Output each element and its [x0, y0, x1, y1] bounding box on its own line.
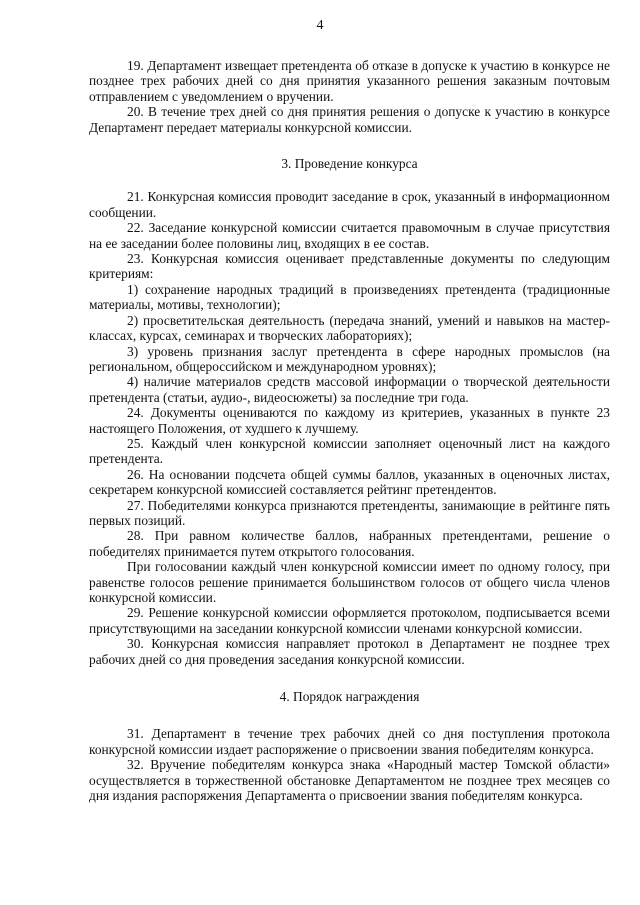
- paragraph-32: 32. Вручение победителям конкурса знака «Народный мастер Томской области» осуществляется в торжественной обстановке Департаментом не позднее трех месяцев со дня издания распоряжения Департамента о присвоении звания победителям конкурса.: [89, 757, 610, 804]
- criterion-4: 4) наличие материалов средств массовой информации о творческой деятельности претендента (статьи, аудио-, видеосюжеты) за последние три года.: [89, 374, 610, 405]
- page-number: 4: [316, 18, 324, 33]
- criterion-3: 3) уровень признания заслуг претендента в сфере народных промыслов (на региональном, общероссийском и международном уровнях);: [89, 343, 610, 374]
- paragraph-26: 26. На основании подсчета общей суммы баллов, указанных в оценочных листах, секретарем конкурсной комиссией составляется рейтинг претендентов.: [89, 466, 610, 498]
- paragraph-24: 24. Документы оцениваются по каждому из критериев, указанных в пункте 23 настоящего Положения, от худшего к лучшему.: [89, 405, 610, 436]
- section-heading-4: 4. Порядок награждения: [279, 689, 420, 705]
- paragraph-25: 25. Каждый член конкурсной комиссии заполняет оценочный лист на каждого претендента.: [89, 435, 610, 467]
- document-body: [89, 58, 610, 803]
- criterion-2: 2) просветительская деятельность (передача знаний, умений и навыков на мастер-классах, курсах, семинарах и творческих лабораториях);: [89, 312, 610, 344]
- paragraph-22: 22. Заседание конкурсной комиссии считается правомочным в случае присутствия на ее заседании более половины лиц, входящих в ее состав.: [89, 220, 610, 251]
- paragraph-30: 30. Конкурсная комиссия направляет протокол в Департамент не позднее трех рабочих дней со дня проведения заседания конкурсной комиссии.: [89, 636, 610, 667]
- paragraph-31: 31. Департамент в течение трех рабочих дней со дня поступления протокола конкурсной комиссии издает распоряжение о присвоении звания победителям конкурса.: [89, 726, 610, 757]
- paragraph-27: 27. Победителями конкурса признаются претенденты, занимающие в рейтинге пять первых позиций.: [89, 497, 610, 528]
- section-heading-3: 3. Проведение конкурса: [281, 156, 418, 172]
- paragraph-20: 20. В течение трех дней со дня принятия решения о допуске к участию в конкурсе Департамент передает материалы конкурсной комиссии.: [89, 104, 610, 135]
- criterion-1: 1) сохранение народных традиций в произведениях претендента (традиционные материалы, мотивы, технологии);: [89, 281, 610, 313]
- paragraph-19: 19. Департамент извещает претендента об отказе в допуске к участию в конкурсе не позднее трех рабочих дней со дня принятия указанного решения заказным почтовым отправлением с уведомлением о вручении.: [89, 58, 610, 104]
- paragraph-28: 28. При равном количестве баллов, набранных претендентами, решение о победителях принимается путем открытого голосования.: [89, 528, 610, 559]
- paragraph-21: 21. Конкурсная комиссия проводит заседание в срок, указанный в информационном сообщении.: [89, 189, 610, 220]
- paragraph-23: 23. Конкурсная комиссия оценивает представленные документы по следующим критериям:: [89, 251, 610, 282]
- paragraph-28-voting: При голосовании каждый член конкурсной комиссии имеет по одному голосу, при равенстве голосов решение принимается большинством голосов от общего числа членов конкурсной комиссии.: [89, 559, 610, 605]
- paragraph-29: 29. Решение конкурсной комиссии оформляется протоколом, подписывается всеми присутствующими на заседании конкурсной комиссии членами конкурсной комиссии.: [89, 605, 610, 636]
